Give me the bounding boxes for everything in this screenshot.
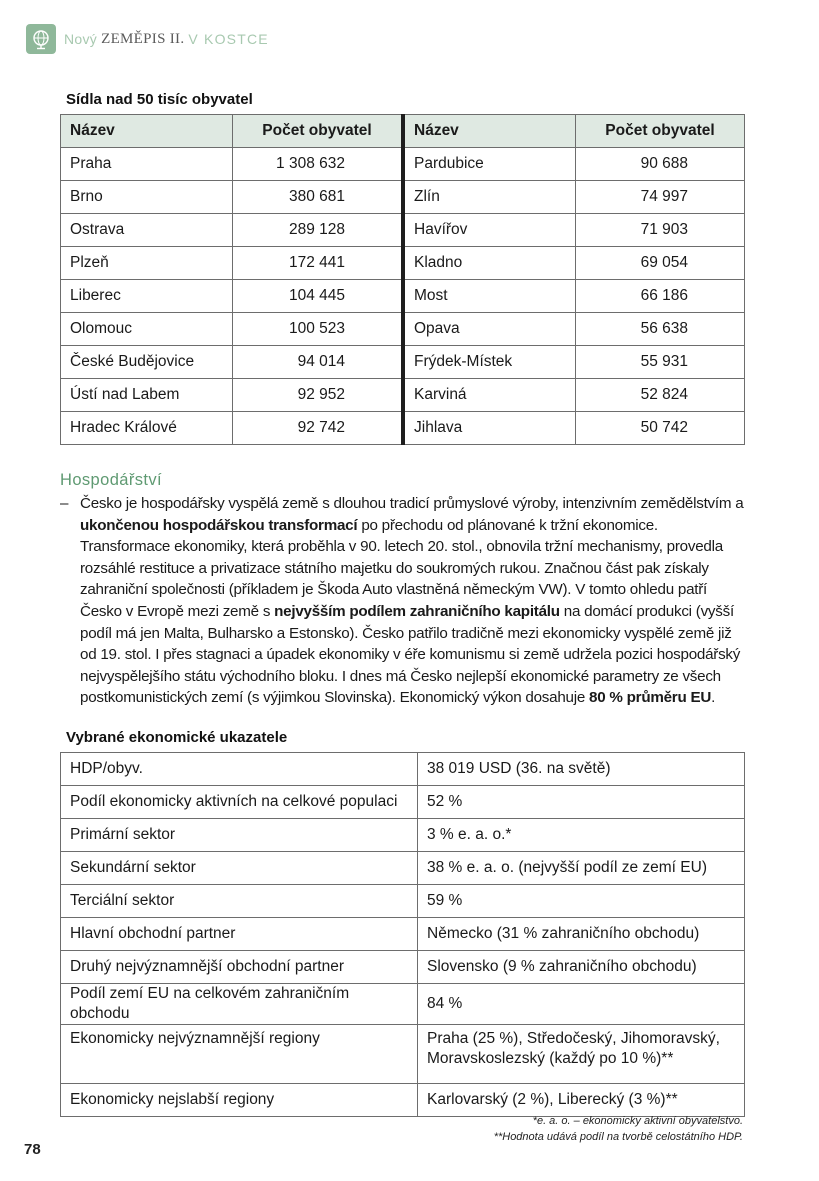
city-pop-cell: 71 903	[576, 214, 745, 247]
table-row	[61, 819, 745, 852]
table-row	[61, 346, 745, 379]
city-pop-cell: 92 952	[233, 379, 404, 412]
city-name-cell: Hradec Králové	[61, 412, 233, 445]
col-name-left: Název	[61, 115, 233, 148]
city-pop-cell: 289 128	[233, 214, 404, 247]
cities-table-caption: Sídla nad 50 tisíc obyvatel	[66, 91, 253, 108]
text-run: Česko je hospodářsky vyspělá země s dlouhou tradicí průmyslové výroby, intenzivním zemědělstvím a	[80, 495, 744, 512]
city-name-cell: Pardubice	[403, 148, 576, 181]
city-pop-cell: 55 931	[576, 346, 745, 379]
footnote-2: **Hodnota udává podíl na tvorbě celostátního HDP.	[493, 1131, 743, 1143]
footnote-1: *e. a. o. – ekonomicky aktivní obyvatelstvo.	[532, 1115, 743, 1127]
city-name-cell: Praha	[61, 148, 233, 181]
city-name-cell: Ústí nad Labem	[61, 379, 233, 412]
city-name-cell: Kladno	[403, 247, 576, 280]
series-logo	[26, 24, 56, 54]
table-row	[61, 885, 745, 918]
city-pop-cell: 92 742	[233, 412, 404, 445]
text-run: .	[711, 689, 716, 707]
city-name-cell: Zlín	[403, 181, 576, 214]
indicator-label: Hlavní obchodní partner	[61, 918, 418, 951]
city-pop-cell: 172 441	[233, 247, 404, 280]
paragraph-text	[80, 493, 750, 709]
city-name-cell: Ostrava	[61, 214, 233, 247]
col-name-right: Název	[403, 115, 576, 148]
indicator-value: 84 %	[418, 984, 745, 1025]
bold-run: nejvyšším podílem zahraničního kapitálu	[274, 602, 560, 620]
table-row	[61, 753, 745, 786]
indicators-table	[60, 752, 745, 1117]
indicator-value: 38 019 USD (36. na světě)	[418, 753, 745, 786]
city-name-cell: Havířov	[403, 214, 576, 247]
city-name-cell: Jihlava	[403, 412, 576, 445]
section-heading: Hospodářství	[60, 471, 163, 489]
indicator-value: 3 % e. a. o.*	[418, 819, 745, 852]
table-row	[61, 214, 745, 247]
city-pop-cell: 94 014	[233, 346, 404, 379]
indicator-value: 38 % e. a. o. (nejvyšší podíl ze zemí EU)	[418, 852, 745, 885]
indicator-label: Druhý nejvýznamnější obchodní partner	[61, 951, 418, 984]
city-pop-cell: 1 308 632	[233, 148, 404, 181]
indicator-label: Ekonomicky nejslabší regiony	[61, 1084, 418, 1117]
city-name-cell: Karviná	[403, 379, 576, 412]
text-run: na domácí produkci (vyšší podíl má jen Malta, Bulharsko a Estonsko). Česko patřilo tradičně mezi ekonomicky vyspělé země již od 19. stol. I přes stagnaci a úpadek ekonomiky v éře komunismu si země udržela pozici hospodářský nejvyspělejšího státu východního bloku. I dnes má Česko nejlepší ekonomické parametry ze všech postkomunistických zemí (s výjimkou Slovinska). Ekonomický výkon dosahuje	[80, 602, 741, 707]
col-pop-right: Počet obyvatel	[576, 115, 745, 148]
city-pop-cell: 380 681	[233, 181, 404, 214]
table-row	[61, 181, 745, 214]
indicator-value: Slovensko (9 % zahraničního obchodu)	[418, 951, 745, 984]
indicator-label: HDP/obyv.	[61, 753, 418, 786]
city-name-cell: Olomouc	[61, 313, 233, 346]
page-number: 78	[24, 1141, 41, 1158]
table-row	[61, 951, 745, 984]
series-suffix: V KOSTCE	[188, 30, 269, 47]
economy-paragraph	[60, 493, 750, 709]
table-row	[61, 148, 745, 181]
indicator-value: 52 %	[418, 786, 745, 819]
city-name-cell: České Budějovice	[61, 346, 233, 379]
table-row	[61, 247, 745, 280]
indicator-label: Podíl ekonomicky aktivních na celkové populaci	[61, 786, 418, 819]
indicator-value: Karlovarský (2 %), Liberecký (3 %)**	[418, 1084, 745, 1117]
city-name-cell: Most	[403, 280, 576, 313]
globe-icon	[30, 28, 52, 50]
page-header	[26, 22, 269, 56]
series-name: ZEMĚPIS II.	[101, 30, 185, 47]
indicator-label: Podíl zemí EU na celkovém zahraničním obchodu	[61, 984, 418, 1025]
city-pop-cell: 56 638	[576, 313, 745, 346]
col-pop-left: Počet obyvatel	[233, 115, 404, 148]
table-header-row	[61, 115, 745, 148]
indicator-label: Terciální sektor	[61, 885, 418, 918]
indicator-label: Sekundární sektor	[61, 852, 418, 885]
indicator-label: Primární sektor	[61, 819, 418, 852]
table-row	[61, 852, 745, 885]
indicator-value: Německo (31 % zahraničního obchodu)	[418, 918, 745, 951]
table-row	[61, 313, 745, 346]
text-run: po přechodu od plánované k tržní ekonomice. Transformace ekonomiky, která proběhla v 90. letech 20. stol., obnovila tržní mechanismy, provedla rozsáhlé restituce a privatizace státního majetku do soukromých rukou. Značnou část pak získaly zahraniční společnosti (příkladem je Škoda Auto vlastněná německým VW). V tomto ohledu patří Česko v Evropě mezi země s	[80, 516, 723, 620]
table-row	[61, 918, 745, 951]
indicator-value: Praha (25 %), Středočeský, Jihomoravský, Moravskoslezský (každý po 10 %)**	[418, 1025, 745, 1084]
city-pop-cell: 66 186	[576, 280, 745, 313]
city-pop-cell: 104 445	[233, 280, 404, 313]
series-title	[64, 31, 269, 48]
cities-table	[60, 114, 745, 445]
table-row	[61, 412, 745, 445]
list-dash: –	[60, 495, 69, 512]
city-pop-cell: 100 523	[233, 313, 404, 346]
city-name-cell: Plzeň	[61, 247, 233, 280]
table-row	[61, 786, 745, 819]
table-row	[61, 1025, 745, 1084]
table-row	[61, 1084, 745, 1117]
indicator-label: Ekonomicky nejvýznamnější regiony	[61, 1025, 418, 1084]
city-name-cell: Brno	[61, 181, 233, 214]
table-row	[61, 280, 745, 313]
table-row	[61, 984, 745, 1025]
indicators-table-caption: Vybrané ekonomické ukazatele	[66, 729, 288, 746]
table-row	[61, 379, 745, 412]
city-pop-cell: 74 997	[576, 181, 745, 214]
indicator-value: 59 %	[418, 885, 745, 918]
city-name-cell: Liberec	[61, 280, 233, 313]
series-prefix: Nový	[64, 30, 98, 47]
bold-run: ukončenou hospodářskou transformací	[80, 516, 358, 534]
city-pop-cell: 50 742	[576, 412, 745, 445]
city-pop-cell: 90 688	[576, 148, 745, 181]
city-name-cell: Frýdek-Místek	[403, 346, 576, 379]
city-name-cell: Opava	[403, 313, 576, 346]
city-pop-cell: 52 824	[576, 379, 745, 412]
bold-run: 80 % průměru EU	[589, 689, 712, 707]
city-pop-cell: 69 054	[576, 247, 745, 280]
